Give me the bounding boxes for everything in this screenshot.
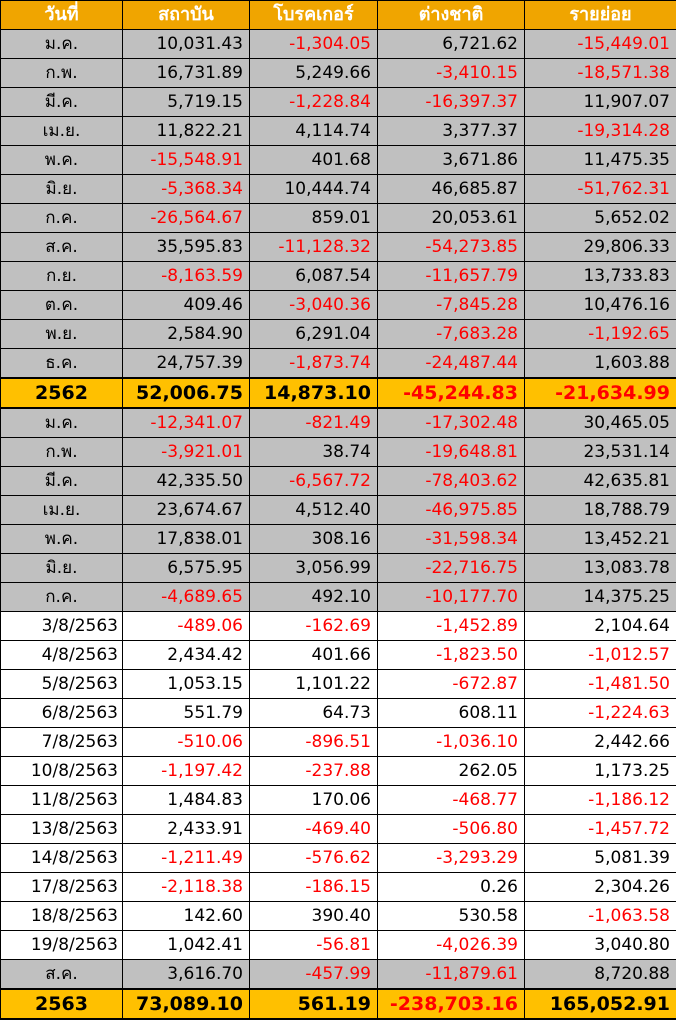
broker-value: -162.69 xyxy=(250,612,378,641)
broker-value: 3,056.99 xyxy=(250,554,378,583)
header-retail: รายย่อย xyxy=(525,1,676,30)
total-row xyxy=(1,378,676,408)
year-total-label: 2563 xyxy=(1,989,123,1019)
foreign-value: -17,302.48 xyxy=(378,408,525,438)
institution-value: 1,053.15 xyxy=(123,670,250,699)
month-label: เม.ย. xyxy=(1,496,123,525)
institution-value: -5,368.34 xyxy=(123,175,250,204)
foreign-value: -31,598.34 xyxy=(378,525,525,554)
daily-row xyxy=(1,699,676,728)
institution-value: 6,575.95 xyxy=(123,554,250,583)
retail-value: 3,040.80 xyxy=(525,931,676,960)
date-cell: 5/8/2563 xyxy=(1,670,123,699)
month-row xyxy=(1,467,676,496)
broker-value: 4,512.40 xyxy=(250,496,378,525)
institution-value: -3,921.01 xyxy=(123,438,250,467)
foreign-value: 20,053.61 xyxy=(378,204,525,233)
month-row xyxy=(1,88,676,117)
month-label: ส.ค. xyxy=(1,960,123,990)
month-row xyxy=(1,59,676,88)
broker-value: 401.68 xyxy=(250,146,378,175)
broker-value: 64.73 xyxy=(250,699,378,728)
institution-value: 1,042.41 xyxy=(123,931,250,960)
month-label: ก.ค. xyxy=(1,583,123,612)
daily-row xyxy=(1,728,676,757)
broker-value: 170.06 xyxy=(250,786,378,815)
institution-value: -4,689.65 xyxy=(123,583,250,612)
retail-value: 2,304.26 xyxy=(525,873,676,902)
institution-value: -26,564.67 xyxy=(123,204,250,233)
date-cell: 10/8/2563 xyxy=(1,757,123,786)
month-label: ส.ค. xyxy=(1,233,123,262)
broker-value: 308.16 xyxy=(250,525,378,554)
date-cell: 14/8/2563 xyxy=(1,844,123,873)
retail-value: -19,314.28 xyxy=(525,117,676,146)
broker-value: -6,567.72 xyxy=(250,467,378,496)
broker-value: -457.99 xyxy=(250,960,378,990)
month-row xyxy=(1,117,676,146)
month-row xyxy=(1,291,676,320)
retail-value: 14,375.25 xyxy=(525,583,676,612)
retail-value: 13,733.83 xyxy=(525,262,676,291)
institution-value: 17,838.01 xyxy=(123,525,250,554)
daily-row xyxy=(1,757,676,786)
date-cell: 18/8/2563 xyxy=(1,902,123,931)
date-cell: 6/8/2563 xyxy=(1,699,123,728)
foreign-value: -1,823.50 xyxy=(378,641,525,670)
broker-value: 14,873.10 xyxy=(250,378,378,408)
header-broker: โบรคเกอร์ xyxy=(250,1,378,30)
retail-value: 165,052.91 xyxy=(525,989,676,1019)
foreign-value: -672.87 xyxy=(378,670,525,699)
month-label: เม.ย. xyxy=(1,117,123,146)
month-row xyxy=(1,496,676,525)
month-row xyxy=(1,438,676,467)
retail-value: -51,762.31 xyxy=(525,175,676,204)
month-label: พ.ย. xyxy=(1,320,123,349)
broker-value: 6,291.04 xyxy=(250,320,378,349)
broker-value: -3,040.36 xyxy=(250,291,378,320)
institution-value: 73,089.10 xyxy=(123,989,250,1019)
institution-value: 52,006.75 xyxy=(123,378,250,408)
broker-value: -186.15 xyxy=(250,873,378,902)
retail-value: 2,104.64 xyxy=(525,612,676,641)
foreign-value: -4,026.39 xyxy=(378,931,525,960)
foreign-value: -1,452.89 xyxy=(378,612,525,641)
foreign-value: -3,293.29 xyxy=(378,844,525,873)
year-total-label: 2562 xyxy=(1,378,123,408)
foreign-value: 3,377.37 xyxy=(378,117,525,146)
header-row xyxy=(1,1,676,30)
retail-value: 8,720.88 xyxy=(525,960,676,990)
broker-value: 4,114.74 xyxy=(250,117,378,146)
date-cell: 17/8/2563 xyxy=(1,873,123,902)
retail-value: 30,465.05 xyxy=(525,408,676,438)
daily-row xyxy=(1,612,676,641)
month-label: มี.ค. xyxy=(1,467,123,496)
institution-value: 142.60 xyxy=(123,902,250,931)
foreign-value: -7,683.28 xyxy=(378,320,525,349)
institution-value: 2,584.90 xyxy=(123,320,250,349)
institution-value: 23,674.67 xyxy=(123,496,250,525)
month-label: ธ.ค. xyxy=(1,349,123,379)
daily-row xyxy=(1,931,676,960)
institution-value: -2,118.38 xyxy=(123,873,250,902)
retail-value: -1,012.57 xyxy=(525,641,676,670)
month-row xyxy=(1,525,676,554)
retail-value: 13,452.21 xyxy=(525,525,676,554)
retail-value: 11,907.07 xyxy=(525,88,676,117)
broker-value: 38.74 xyxy=(250,438,378,467)
foreign-value: 262.05 xyxy=(378,757,525,786)
foreign-value: -7,845.28 xyxy=(378,291,525,320)
retail-value: -1,224.63 xyxy=(525,699,676,728)
retail-value: 10,476.16 xyxy=(525,291,676,320)
foreign-value: 0.26 xyxy=(378,873,525,902)
header-institution: สถาบัน xyxy=(123,1,250,30)
foreign-value: 530.58 xyxy=(378,902,525,931)
foreign-value: -19,648.81 xyxy=(378,438,525,467)
month-label: พ.ค. xyxy=(1,525,123,554)
daily-row xyxy=(1,670,676,699)
foreign-value: -506.80 xyxy=(378,815,525,844)
retail-value: 18,788.79 xyxy=(525,496,676,525)
institution-value: -510.06 xyxy=(123,728,250,757)
date-cell: 19/8/2563 xyxy=(1,931,123,960)
month-label: ก.ค. xyxy=(1,204,123,233)
retail-value: 23,531.14 xyxy=(525,438,676,467)
month-label: ก.พ. xyxy=(1,59,123,88)
foreign-value: -238,703.16 xyxy=(378,989,525,1019)
broker-value: -896.51 xyxy=(250,728,378,757)
broker-value: -56.81 xyxy=(250,931,378,960)
retail-value: -1,063.58 xyxy=(525,902,676,931)
broker-value: 561.19 xyxy=(250,989,378,1019)
retail-value: 5,081.39 xyxy=(525,844,676,873)
retail-value: 5,652.02 xyxy=(525,204,676,233)
date-cell: 11/8/2563 xyxy=(1,786,123,815)
retail-value: -18,571.38 xyxy=(525,59,676,88)
retail-value: -1,481.50 xyxy=(525,670,676,699)
month-row xyxy=(1,262,676,291)
month-label: มี.ค. xyxy=(1,88,123,117)
broker-value: 390.40 xyxy=(250,902,378,931)
month-label: มิ.ย. xyxy=(1,554,123,583)
foreign-value: 46,685.87 xyxy=(378,175,525,204)
foreign-value: -45,244.83 xyxy=(378,378,525,408)
foreign-value: -3,410.15 xyxy=(378,59,525,88)
foreign-value: -1,036.10 xyxy=(378,728,525,757)
retail-value: 11,475.35 xyxy=(525,146,676,175)
broker-value: -1,228.84 xyxy=(250,88,378,117)
institution-value: 16,731.89 xyxy=(123,59,250,88)
institution-value: 2,433.91 xyxy=(123,815,250,844)
foreign-value: 3,671.86 xyxy=(378,146,525,175)
institution-value: 11,822.21 xyxy=(123,117,250,146)
retail-value: 42,635.81 xyxy=(525,467,676,496)
institution-value: -8,163.59 xyxy=(123,262,250,291)
month-row xyxy=(1,233,676,262)
table-body xyxy=(1,30,676,1020)
retail-value: -1,457.72 xyxy=(525,815,676,844)
broker-value: -1,873.74 xyxy=(250,349,378,379)
retail-value: -1,186.12 xyxy=(525,786,676,815)
broker-value: -576.62 xyxy=(250,844,378,873)
month-label: ก.พ. xyxy=(1,438,123,467)
daily-row xyxy=(1,786,676,815)
broker-value: -237.88 xyxy=(250,757,378,786)
institution-value: 42,335.50 xyxy=(123,467,250,496)
institution-value: 24,757.39 xyxy=(123,349,250,379)
foreign-value: -54,273.85 xyxy=(378,233,525,262)
month-row xyxy=(1,408,676,438)
foreign-value: 608.11 xyxy=(378,699,525,728)
institution-value: 1,484.83 xyxy=(123,786,250,815)
foreign-value: -468.77 xyxy=(378,786,525,815)
month-label: มิ.ย. xyxy=(1,175,123,204)
retail-value: 1,173.25 xyxy=(525,757,676,786)
institution-value: 3,616.70 xyxy=(123,960,250,990)
month-row xyxy=(1,320,676,349)
retail-value: 13,083.78 xyxy=(525,554,676,583)
broker-value: -469.40 xyxy=(250,815,378,844)
month-label: ม.ค. xyxy=(1,30,123,59)
institution-value: 409.46 xyxy=(123,291,250,320)
date-cell: 13/8/2563 xyxy=(1,815,123,844)
retail-value: 2,442.66 xyxy=(525,728,676,757)
daily-row xyxy=(1,873,676,902)
foreign-value: -24,487.44 xyxy=(378,349,525,379)
institution-value: 10,031.43 xyxy=(123,30,250,59)
retail-value: 29,806.33 xyxy=(525,233,676,262)
daily-row xyxy=(1,844,676,873)
broker-value: 5,249.66 xyxy=(250,59,378,88)
retail-value: 1,603.88 xyxy=(525,349,676,379)
month-row xyxy=(1,960,676,990)
institution-value: -1,197.42 xyxy=(123,757,250,786)
broker-value: -821.49 xyxy=(250,408,378,438)
broker-value: -1,304.05 xyxy=(250,30,378,59)
retail-value: -1,192.65 xyxy=(525,320,676,349)
month-label: พ.ค. xyxy=(1,146,123,175)
retail-value: -15,449.01 xyxy=(525,30,676,59)
broker-value: 10,444.74 xyxy=(250,175,378,204)
foreign-value: -10,177.70 xyxy=(378,583,525,612)
month-label: ก.ย. xyxy=(1,262,123,291)
foreign-value: -11,657.79 xyxy=(378,262,525,291)
broker-value: -11,128.32 xyxy=(250,233,378,262)
foreign-value: -22,716.75 xyxy=(378,554,525,583)
institution-value: 2,434.42 xyxy=(123,641,250,670)
retail-value: -21,634.99 xyxy=(525,378,676,408)
broker-value: 1,101.22 xyxy=(250,670,378,699)
month-label: ม.ค. xyxy=(1,408,123,438)
date-cell: 7/8/2563 xyxy=(1,728,123,757)
date-cell: 4/8/2563 xyxy=(1,641,123,670)
date-cell: 3/8/2563 xyxy=(1,612,123,641)
daily-row xyxy=(1,815,676,844)
foreign-value: -46,975.85 xyxy=(378,496,525,525)
daily-row xyxy=(1,902,676,931)
institution-value: -15,548.91 xyxy=(123,146,250,175)
month-row xyxy=(1,30,676,59)
institution-value: 5,719.15 xyxy=(123,88,250,117)
foreign-value: -11,879.61 xyxy=(378,960,525,990)
institution-value: 35,595.83 xyxy=(123,233,250,262)
broker-value: 401.66 xyxy=(250,641,378,670)
month-row xyxy=(1,554,676,583)
month-row xyxy=(1,175,676,204)
institution-value: -1,211.49 xyxy=(123,844,250,873)
month-row xyxy=(1,146,676,175)
daily-row xyxy=(1,641,676,670)
month-row xyxy=(1,204,676,233)
institution-value: -489.06 xyxy=(123,612,250,641)
month-row xyxy=(1,583,676,612)
header-foreign: ต่างชาติ xyxy=(378,1,525,30)
broker-value: 492.10 xyxy=(250,583,378,612)
institution-value: -12,341.07 xyxy=(123,408,250,438)
foreign-value: 6,721.62 xyxy=(378,30,525,59)
foreign-value: -16,397.37 xyxy=(378,88,525,117)
institution-value: 551.79 xyxy=(123,699,250,728)
header-date: วันที่ xyxy=(1,1,123,30)
foreign-value: -78,403.62 xyxy=(378,467,525,496)
broker-value: 859.01 xyxy=(250,204,378,233)
month-label: ต.ค. xyxy=(1,291,123,320)
month-row xyxy=(1,349,676,379)
broker-value: 6,087.54 xyxy=(250,262,378,291)
